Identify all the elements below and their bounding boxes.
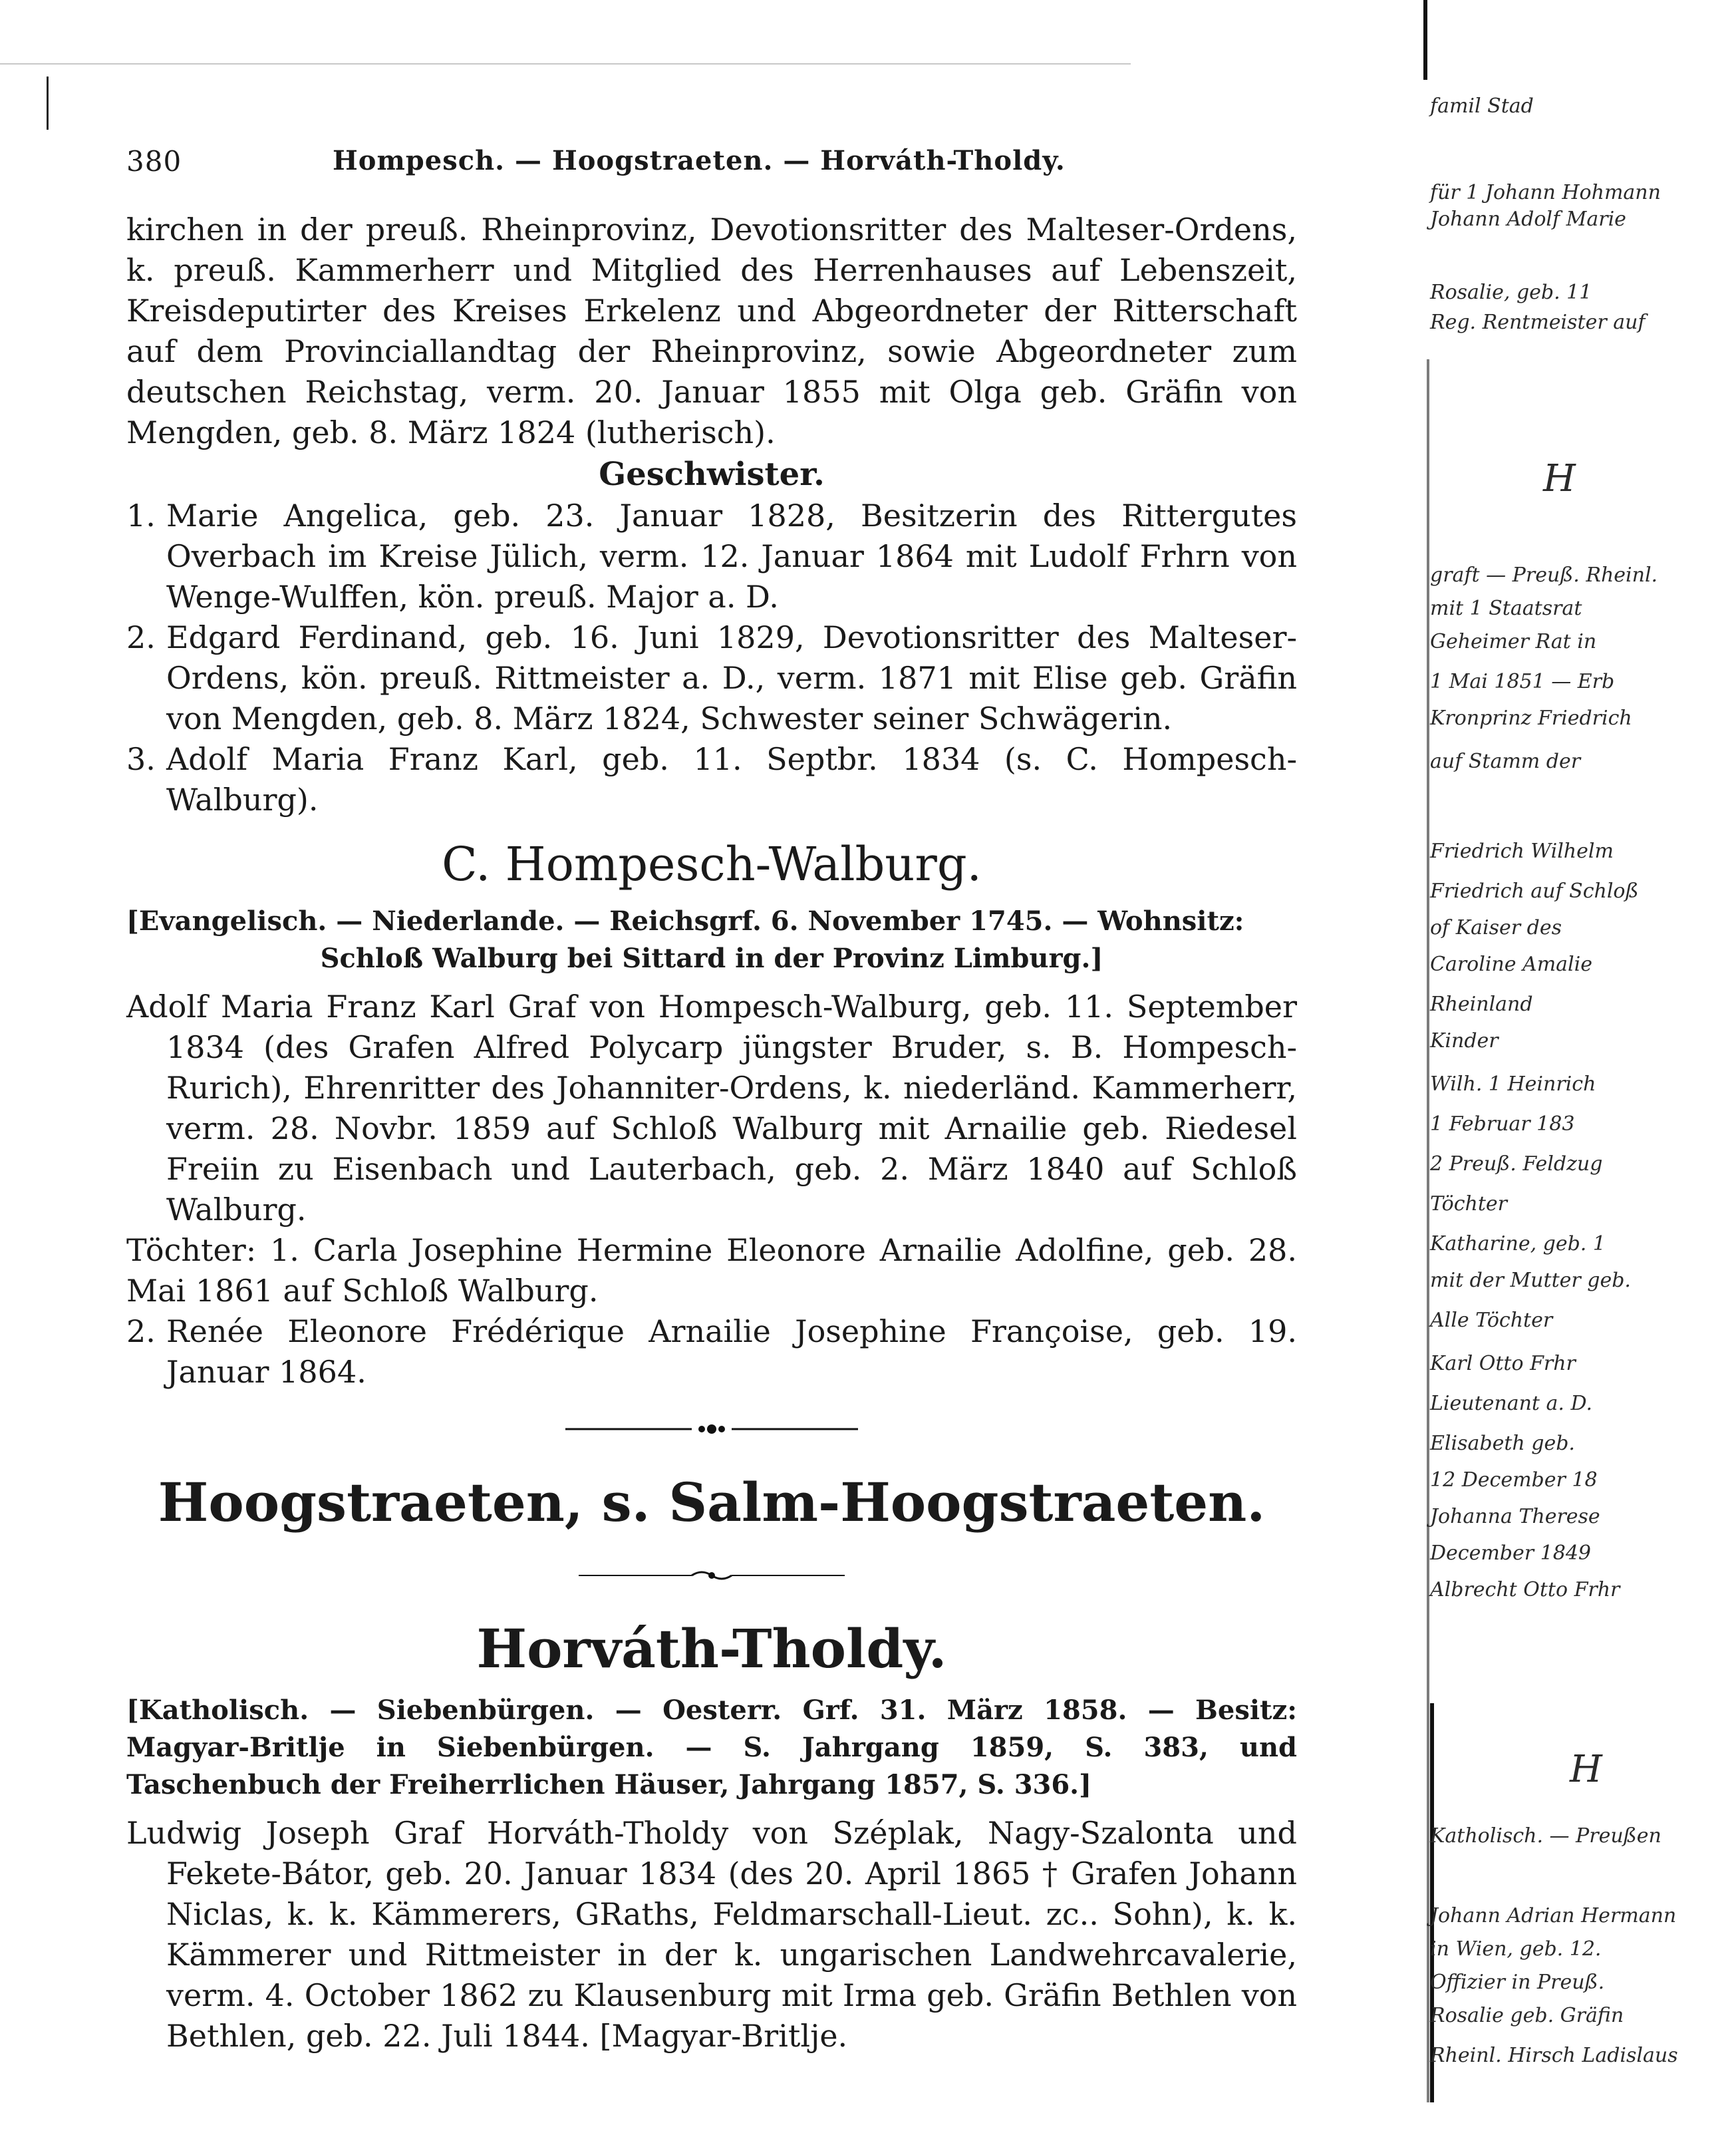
fragment-line: Friedrich Wilhelm [1430, 840, 1614, 863]
fragment-line: Offizier in Preuß. [1430, 1971, 1605, 1994]
fragment-line: Friedrich auf Schloß [1430, 880, 1639, 903]
sibling-text: Marie Angelica, geb. 23. Januar 1828, Besitzerin des Rittergutes Overbach im Kreise Jülich, verm. 12. Januar 1864 mit Ludolf Frhrn von Wenge-Wulffen, kön. preuß. Major a. D. [166, 498, 1297, 615]
horvath-bracket: [Katholisch. — Siebenbürgen. — Oesterr. Grf. 31. März 1858. — Besitz: Magyar-Britlje in Siebenbürgen. — S. Jahrgang 1859, S. 383, und Taschenbuch der Freiherrlichen Häuser, Jahrgang 1857, S. 336.] [126, 1695, 1297, 1800]
sibling-text: Adolf Maria Franz Karl, geb. 11. Septbr. 1834 (s. C. Hompesch-Walburg). [166, 741, 1297, 818]
fragment-line: Johann Adolf Marie [1430, 208, 1626, 231]
ornament-rule-icon [565, 1419, 858, 1439]
fragment-line: Lieutenant a. D. [1430, 1392, 1592, 1415]
fragment-line: auf Stamm der [1430, 750, 1581, 773]
fragment-line: graft — Preuß. Rheinl. [1430, 564, 1658, 587]
scan-mark [47, 77, 49, 130]
sibling-entry-3 [126, 739, 1297, 820]
fragment-line: Albrecht Otto Frhr [1430, 1578, 1620, 1601]
adjacent-page-strip [1410, 0, 1678, 2129]
running-title: Hompesch. — Hoogstraeten. — Horváth-Tholdy. [333, 145, 1066, 176]
sibling-number: 3. [126, 741, 156, 777]
fragment-line: Kronprinz Friedrich [1430, 707, 1632, 730]
daughter-entry-2 [126, 1311, 1297, 1392]
fragment-line: Johann Adrian Hermann [1430, 1904, 1677, 1927]
running-head [126, 133, 1297, 186]
fragment-line: Rosalie geb. Gräfin [1430, 2004, 1624, 2027]
fragment-line: 2 Preuß. Feldzug [1430, 1152, 1603, 1176]
fragment-line: Alle Töchter [1430, 1309, 1553, 1332]
sibling-number: 1. [126, 498, 156, 534]
horvath-entry: Ludwig Joseph Graf Horváth-Tholdy von Széplak, Nagy-Szalonta und Fekete-Bátor, geb. 20. Januar 1834 (des 20. April 1865 † Grafen Johann Niclas, k. k. Kämmerers, GRaths, Feldmarschall-Lieut. zc.. Sohn), k. k. Kämmerer und Rittmeister in der k. ungarischen Landwehrcavalerie, verm. 4. October 1862 zu Klausenburg mit Irma geb. Gräfin Bethlen von Bethlen, geb. 22. Juli 1844. [Magyar-Britlje. [126, 1815, 1297, 2054]
ornament-divider-2 [126, 1565, 1297, 1585]
fragment-line: famil Stad [1430, 94, 1534, 118]
fragment-line: Rheinl. Hirsch Ladislaus [1430, 2044, 1678, 2067]
fragment-line: H [1570, 1748, 1602, 1791]
opening-paragraph: kirchen in der preuß. Rheinprovinz, Devotionsritter des Malteser-Ordens, k. preuß. Kammerherr und Mitglied des Herrenhauses auf Lebenszeit, Kreisdeputirter des Kreises Erkelenz und Abgeordneter der Ritterschaft auf dem Provinciallandtag der Rheinprovinz, sowie Abgeordneter zum deutschen Reichstag, verm. 20. Januar 1855 mit Olga geb. Gräfin von Mengden, geb. 8. März 1824 (lutherisch). [126, 212, 1297, 450]
page-body [126, 210, 1297, 2056]
fragment-line: Karl Otto Frhr [1430, 1352, 1576, 1375]
siblings-list [126, 496, 1297, 820]
fragment-line: Katharine, geb. 1 [1430, 1232, 1606, 1255]
ornament-divider-1 [126, 1419, 1297, 1439]
fragment-line: Reg. Rentmeister auf [1430, 311, 1646, 334]
daughter-text: Carla Josephine Hermine Eleonore Arnailie Adolfine, geb. 28. Mai 1861 auf Schloß Walburg. [126, 1232, 1297, 1309]
daughter-entry-1 [126, 1230, 1297, 1311]
fragment-line: December 1849 [1430, 1542, 1591, 1565]
fragment-line: Johanna Therese [1430, 1505, 1600, 1528]
fragment-line: Elisabeth geb. [1430, 1432, 1575, 1455]
siblings-heading: Geschwister. [599, 456, 825, 493]
daughter-text: Renée Eleonore Frédérique Arnailie Josephine Françoise, geb. 19. Januar 1864. [166, 1313, 1297, 1390]
fragment-line: Kinder [1430, 1029, 1499, 1053]
fragment-line: Rheinland [1430, 993, 1533, 1016]
fragment-line: Rosalie, geb. 11 [1430, 281, 1592, 304]
fragment-line: in Wien, geb. 12. [1430, 1937, 1602, 1961]
section-c-bracket-line2: Schloß Walburg bei Sittard in der Provinz Limburg.] [320, 943, 1103, 974]
fragment-line: für 1 Johann Hohmann [1430, 181, 1661, 204]
fragment-line: Caroline Amalie [1430, 953, 1592, 976]
fragment-line: 1 Mai 1851 — Erb [1430, 670, 1615, 693]
fragment-line: mit der Mutter geb. [1430, 1269, 1631, 1292]
sibling-entry-1 [126, 496, 1297, 617]
section-c-heading: C. Hompesch-Walburg. [442, 837, 982, 892]
sibling-entry-2 [126, 617, 1297, 739]
sibling-text: Edgard Ferdinand, geb. 16. Juni 1829, Devotionsritter des Malteser-Ordens, kön. preuß. Rittmeister a. D., verm. 1871 mit Elise geb. Gräfin von Mengden, geb. 8. März 1824, Schwester seiner Schwägerin. [166, 619, 1297, 737]
ornament-rule-icon [565, 1565, 858, 1585]
scan-mark [0, 63, 1131, 65]
fragment-line: Töchter [1430, 1192, 1508, 1216]
fragment-line: 12 December 18 [1430, 1468, 1598, 1492]
section-c-bracket-line1: [Evangelisch. — Niederlande. — Reichsgrf. 6. November 1745. — Wohnsitz: [126, 905, 1244, 937]
section-c-entry: Adolf Maria Franz Karl Graf von Hompesch-Walburg, geb. 11. September 1834 (des Grafen Alfred Polycarp jüngster Bruder, s. B. Hompesch-Rurich), Ehrenritter des Johanniter-Ordens, k. niederländ. Kammerherr, verm. 28. Novbr. 1859 auf Schloß Walburg mit Arnailie geb. Riedesel Freiin zu Eisenbach und Lauterbach, geb. 2. März 1840 auf Schloß Walburg. [126, 989, 1297, 1228]
hoogstraeten-heading: Hoogstraeten, s. Salm-Hoogstraeten. [158, 1471, 1266, 1534]
fragment-line: mit 1 Staatsrat [1430, 597, 1582, 620]
daughter-number: Töchter: 1. [126, 1232, 299, 1268]
fragment-line: Katholisch. — Preußen [1430, 1824, 1662, 1848]
page-edge-line [1427, 359, 1429, 2102]
fragment-line: Wilh. 1 Heinrich [1430, 1072, 1596, 1096]
sibling-number: 2. [126, 619, 156, 655]
fragment-line: H [1543, 457, 1576, 500]
fragment-line: Geheimer Rat in [1430, 630, 1597, 653]
fragment-line: of Kaiser des [1430, 916, 1562, 939]
horvath-heading: Horváth-Tholdy. [476, 1617, 947, 1680]
fragment-line: 1 Februar 183 [1430, 1112, 1575, 1136]
page-edge-line [1423, 0, 1427, 80]
page-number: 380 [126, 145, 182, 178]
daughter-line [126, 1230, 1297, 1311]
daughter-number: 2. [126, 1313, 156, 1349]
